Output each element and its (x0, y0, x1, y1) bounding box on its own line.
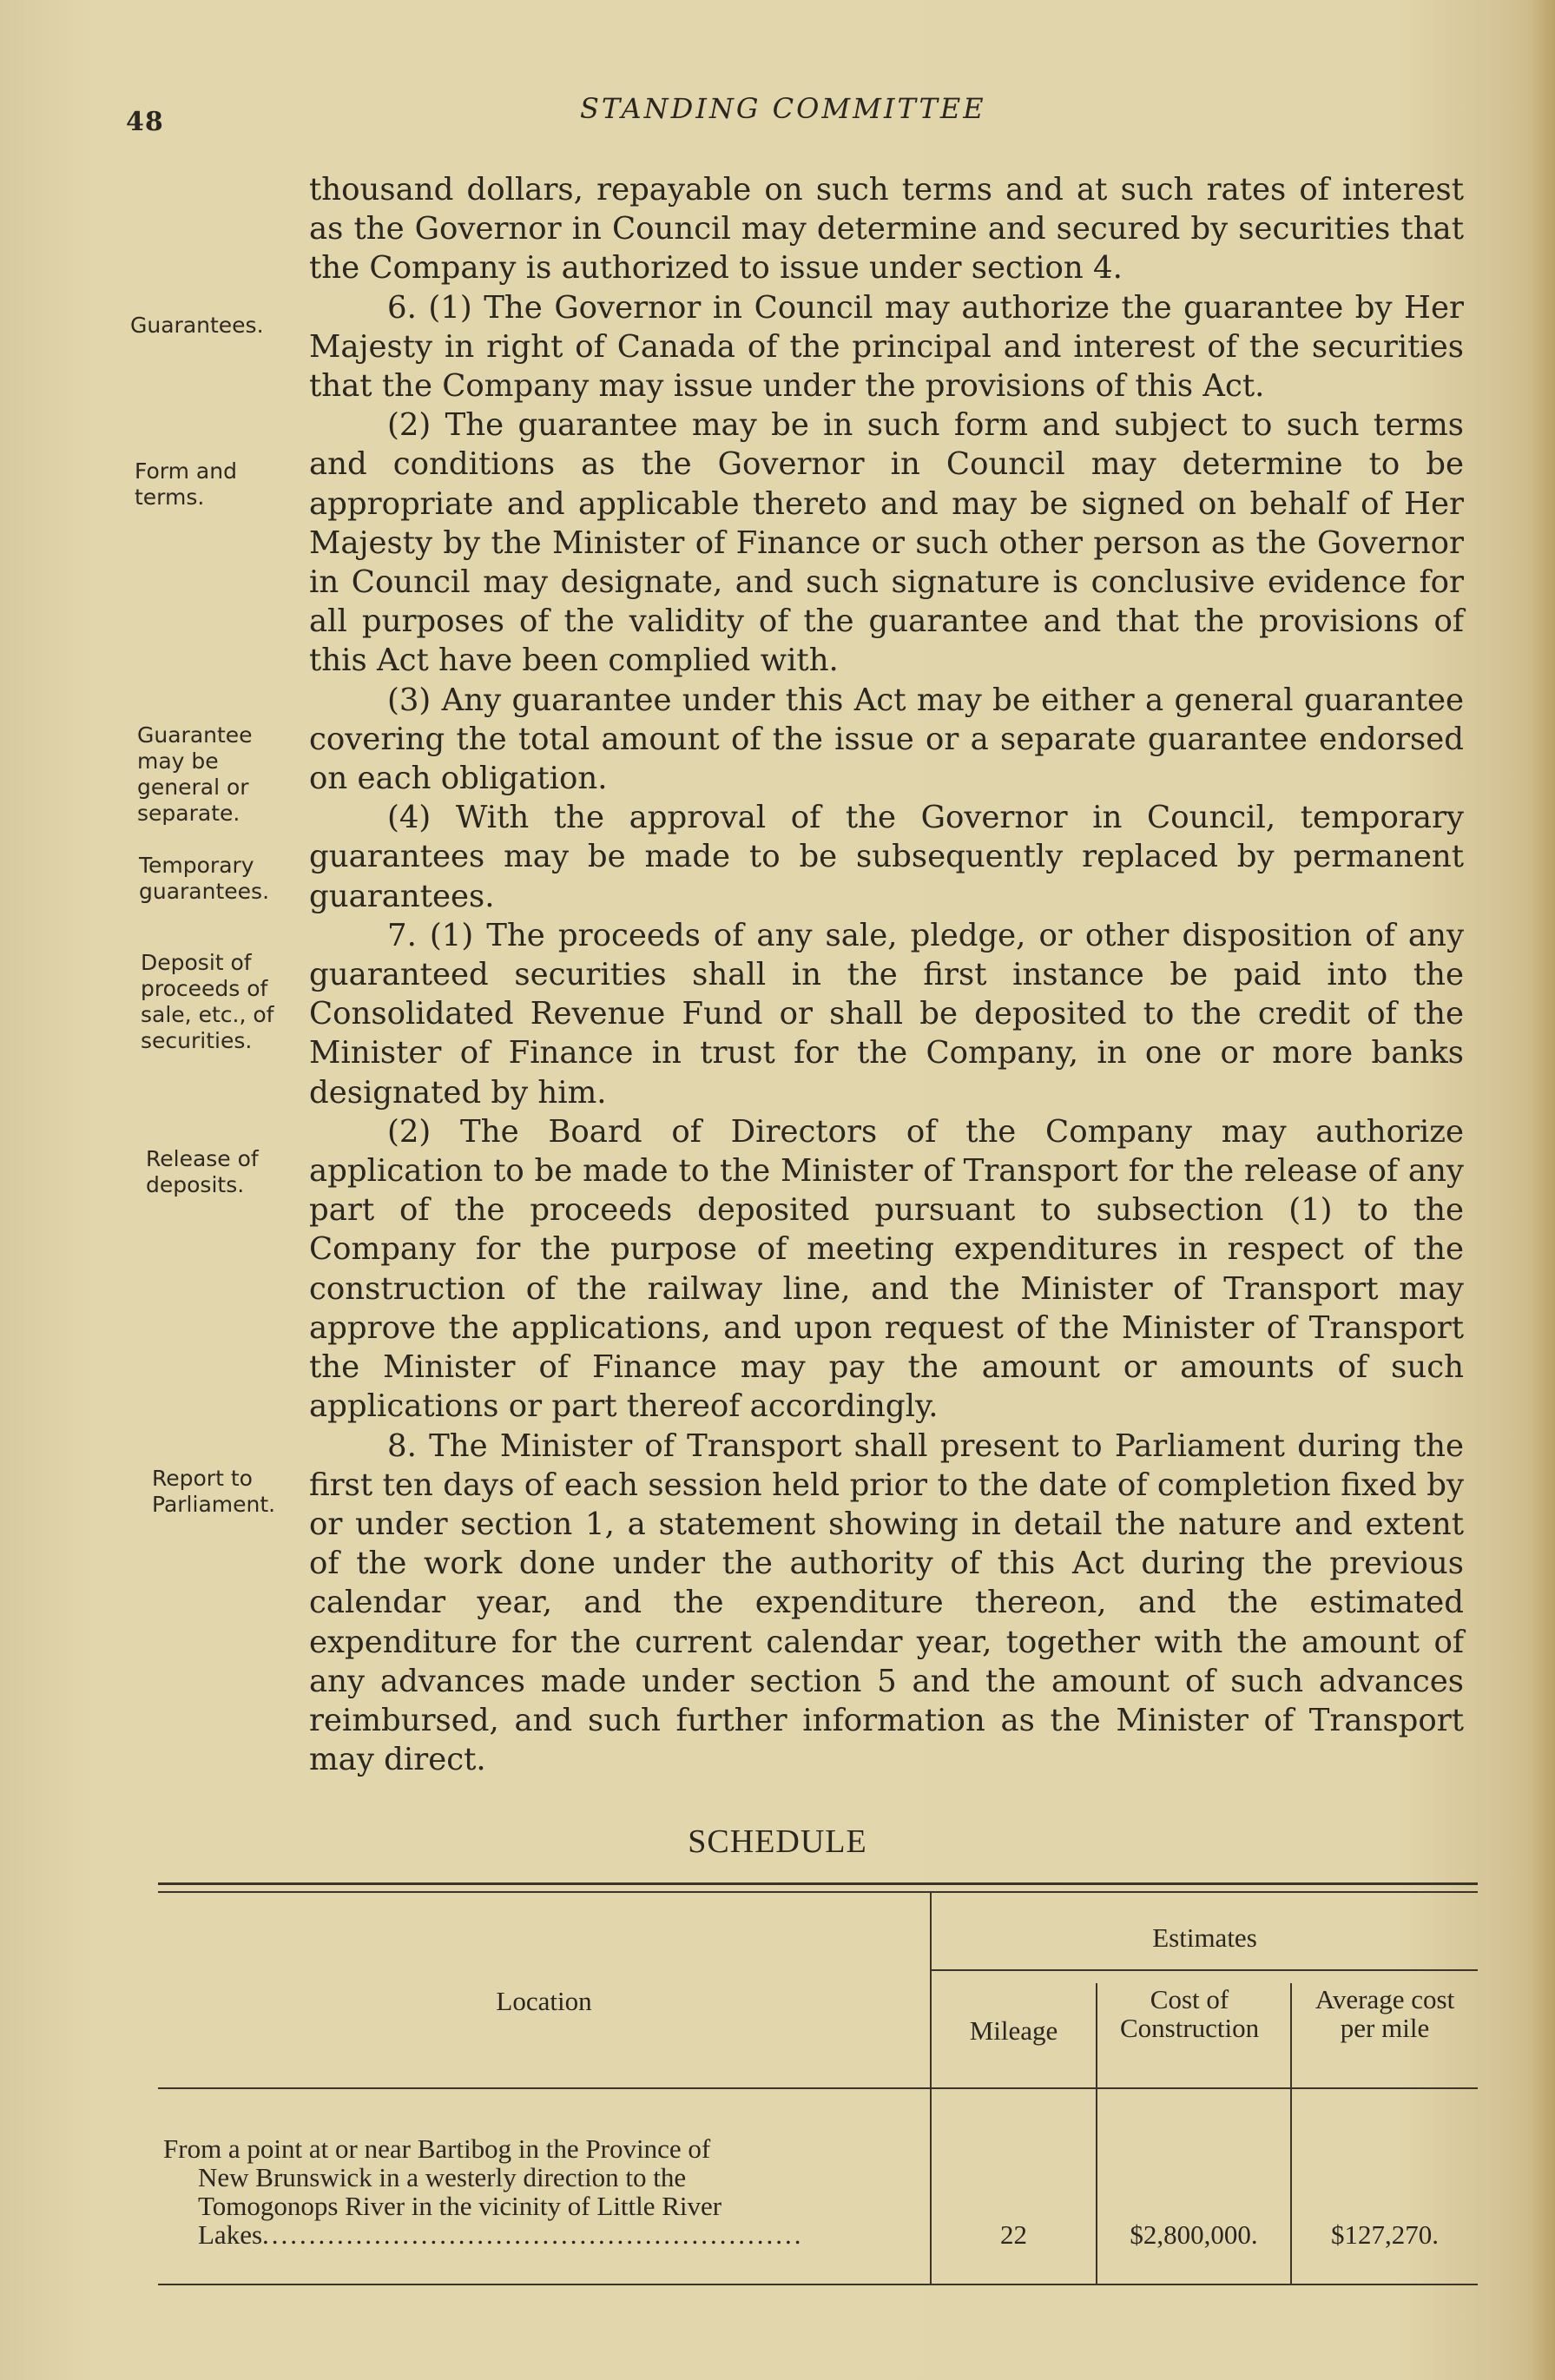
cell-average: $127,270. (1331, 2219, 1439, 2250)
margin-note-guarantees: Guarantees. (130, 313, 264, 338)
page-edge-shading (1531, 0, 1555, 2380)
location-line: From a point at or near Bartibog in the Province of (163, 2133, 711, 2164)
cell-mileage: 22 (1000, 2219, 1027, 2250)
header-location: Location (496, 1986, 592, 2016)
estimates-rule (932, 1969, 1478, 1971)
location-line-text: Lakes (198, 2219, 263, 2250)
body-text (309, 170, 1464, 1779)
schedule-title: SCHEDULE (688, 1823, 867, 1860)
paragraph: 6. (1) The Governor in Council may authorize the guarantee by Her Majesty in right of Canada of the principal and interest of the securities that the Company may issue under the provisions of this Act. (309, 289, 1464, 405)
table-top-rule-second (158, 1891, 1478, 1893)
paragraph: 7. (1) The proceeds of any sale, pledge, or other disposition of any guaranteed securities shall in the first instance be paid into the Consolidated Revenue Fund or shall be deposited to the credit of the Minister of Finance in trust for the Company, in one or more banks designated by him. (309, 917, 1464, 1111)
margin-note-report-to-parliament: Report to Parliament. (152, 1466, 276, 1517)
table-bottom-rule (158, 2284, 1478, 2285)
table-top-rule (158, 1882, 1478, 1885)
paragraph: (2) The Board of Directors of the Company may authorize application to be made to the Minister of Transport for the release of any part of the proceeds deposited pursuant to subsection (1) to the Company for the purpose of meeting expenditures in respect of the construction of the railway line, and the Minister of Transport may approve the applications, and upon request of the Minister of Transport the Minister of Finance may pay the amount or amounts of such applications or part thereof accordingly. (309, 1113, 1464, 1425)
paragraph: (4) With the approval of the Governor in Council, temporary guarantees may be made to be subsequently replaced by permanent guarantees. (309, 800, 1464, 914)
margin-note-deposit-of-proceeds: Deposit of proceeds of sale, etc., of securities. (141, 950, 274, 1053)
location-cell (163, 2134, 932, 2249)
margin-note-release-of-deposits: Release of deposits. (146, 1146, 259, 1197)
dot-leader: .......................................................... (262, 2220, 804, 2249)
paragraph: (2) The guarantee may be in such form and subject to such terms and conditions as the Governor in Council may determine to be appropriate and applicable thereto and may be signed on behalf of Her Majesty by the Minister of Finance or such other person as the Governor in Council may designate, and such signature is conclusive evidence for all purposes of the validity of the guarantee and that the provisions of this Act have been complied with. (309, 407, 1464, 679)
margin-note-general-or-separate: Guarantee may be general or separate. (137, 722, 253, 826)
running-head: STANDING COMMITTEE (580, 92, 986, 125)
margin-note-form-and-terms: Form and terms. (135, 458, 237, 510)
header-estimates: Estimates (1152, 1922, 1257, 1953)
header-bottom-rule (158, 2087, 1478, 2089)
header-average-cost-per-mile: Average cost per mile (1315, 1984, 1455, 2043)
margin-note-temporary-guarantees: Temporary guarantees. (139, 853, 270, 904)
page-number: 48 (126, 107, 164, 137)
paragraph: 8. The Minister of Transport shall present to Parliament during the first ten days of each session held prior to the date of completion fixed by or under section 1, a statement showing in detail the nature and extent of the work done under the authority of this Act during the previous calendar year, and the expenditure thereon, and the estimated expenditure for the current calendar year, together with the amount of any advances made under section 5 and the amount of such advances reimbursed, and such further information as the Minister of Transport may direct. (309, 1427, 1464, 1778)
paragraph: thousand dollars, repayable on such terms and at such rates of interest as the Governor in Council may determine and secured by securities that the Company is authorized to issue under section 4. (309, 172, 1464, 287)
header-cost-of-construction: Cost of Construction (1120, 1984, 1260, 2043)
header-mileage: Mileage (969, 2015, 1058, 2046)
location-line-last (163, 2220, 932, 2249)
location-line: Tomogonops River in the vicinity of Little River (198, 2191, 722, 2221)
cell-cost: $2,800,000. (1130, 2219, 1258, 2250)
location-line: New Brunswick in a westerly direction to the (198, 2162, 687, 2192)
paragraph: (3) Any guarantee under this Act may be either a general guarantee covering the total amount of the issue or a separate guarantee endorsed on each obligation. (309, 682, 1464, 797)
